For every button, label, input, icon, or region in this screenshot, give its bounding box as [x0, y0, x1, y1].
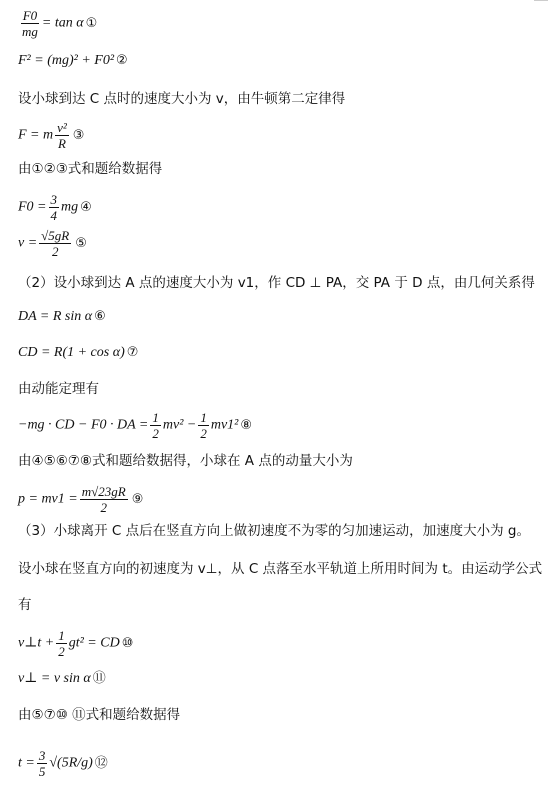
text-line: 由⑤⑦⑩ ⑪式和题给数据得 — [18, 707, 181, 723]
math-expression: t = — [18, 755, 35, 771]
math-expression: mv² − — [162, 417, 197, 433]
denominator: 2 — [51, 244, 59, 259]
math-expression: F0 = — [18, 199, 47, 215]
denominator: 2 — [58, 644, 65, 659]
equation-line — [18, 484, 143, 515]
fraction — [39, 228, 71, 259]
fraction — [198, 410, 209, 441]
numerator: 3 — [38, 748, 46, 763]
numerator: 1 — [58, 628, 65, 643]
fraction — [20, 8, 40, 39]
math-expression: mg — [61, 199, 79, 215]
numerator: m√23gR — [81, 484, 126, 499]
math-expression: mv1² — [210, 417, 239, 433]
fraction — [49, 192, 60, 223]
math-expression: v⊥t + — [18, 635, 55, 651]
equation-number: ④ — [80, 199, 92, 215]
denominator: 2 — [152, 426, 159, 441]
equation-line — [18, 308, 106, 326]
equation-number: ⑪ — [92, 671, 106, 686]
equation-number: ⑩ — [121, 635, 134, 651]
equation-number: ⑦ — [126, 345, 139, 360]
equation-line — [18, 192, 92, 223]
text-line: 由①②③式和题给数据得 — [18, 161, 163, 177]
numerator: F0 — [22, 8, 38, 23]
numerator: v² — [57, 120, 67, 135]
text-line: 设小球到达 C 点时的速度大小为 v，由牛顿第二定律得 — [18, 91, 346, 107]
fraction — [37, 748, 48, 779]
denominator: 4 — [50, 208, 57, 223]
numerator: 1 — [152, 410, 159, 425]
equation-line — [18, 228, 87, 259]
math-expression: DA = R sin α — [18, 309, 93, 324]
equation-line — [18, 52, 128, 70]
math-expression: F² = (mg)² + F0² — [18, 53, 115, 68]
equation-number: ⑨ — [131, 491, 144, 507]
denominator: 2 — [100, 500, 107, 515]
text-line: 由④⑤⑥⑦⑧式和题给数据得，小球在 A 点的动量大小为 — [18, 453, 353, 469]
equation-line — [18, 120, 84, 151]
denominator: 2 — [200, 426, 207, 441]
math-expression: F = m — [18, 127, 54, 143]
fraction — [150, 410, 161, 441]
numerator: 1 — [200, 410, 207, 425]
math-expression: v = — [18, 235, 38, 251]
math-expression: −mg · CD − F0 · DA = — [18, 417, 149, 433]
text-line: 有 — [18, 597, 32, 613]
equation-line — [18, 410, 252, 441]
equation-number: ② — [116, 53, 128, 68]
equation-line — [18, 628, 133, 659]
fraction — [56, 628, 67, 659]
equation-number: ⑥ — [94, 309, 106, 324]
equation-line — [18, 8, 97, 39]
denominator: 5 — [38, 764, 46, 779]
corner-mark — [534, 0, 548, 1]
math-expression: gt² = CD — [68, 635, 120, 651]
denominator: mg — [22, 24, 38, 39]
math-expression: v⊥ = v sin α — [18, 671, 91, 686]
math-expression: p = mv1 = — [18, 491, 78, 507]
equation-number: ① — [85, 15, 98, 31]
equation-number: ⑧ — [240, 417, 253, 433]
math-expression: = tan α — [41, 15, 84, 31]
numerator: 3 — [50, 192, 57, 207]
math-expression: √(5R/g) — [49, 755, 93, 771]
numerator: √5gR — [41, 228, 70, 243]
equation-line — [18, 344, 138, 362]
text-line: （2）设小球到达 A 点的速度大小为 v1，作 CD ⊥ PA，交 PA 于 D 点，由几何关系得 — [18, 275, 535, 291]
equation-number: ⑤ — [75, 235, 87, 251]
equation-line — [18, 748, 108, 779]
text-line: （3）小球离开 C 点后在竖直方向上做初速度不为零的匀加速运动，加速度大小为 g。 — [18, 523, 530, 539]
text-line: 设小球在竖直方向的初速度为 v⊥，从 C 点落至水平轨道上所用时间为 t。由运动学公式 — [18, 561, 543, 577]
math-expression: CD = R(1 + cos α) — [18, 345, 125, 360]
denominator: R — [57, 136, 66, 151]
fraction — [80, 484, 128, 515]
equation-number: ⑫ — [94, 755, 108, 771]
equation-number: ③ — [72, 127, 85, 143]
fraction — [55, 120, 69, 151]
equation-line — [18, 670, 106, 688]
text-line: 由动能定理有 — [18, 381, 99, 397]
